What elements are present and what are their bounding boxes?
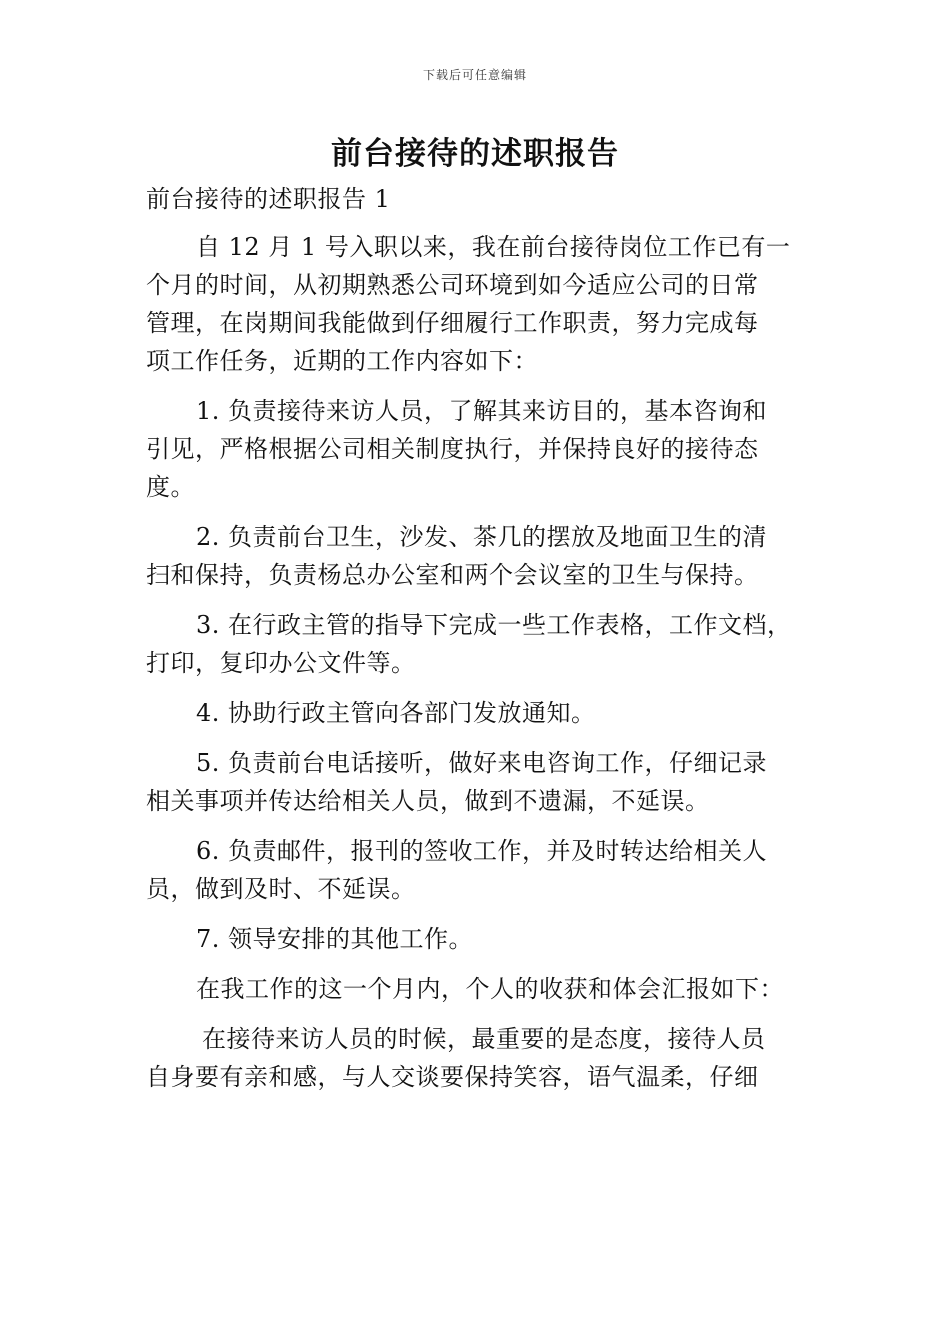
text-line: 1. 负责接待来访人员，了解其来访目的，基本咨询和: [196, 397, 768, 425]
text-line: 相关事项并传达给相关人员，做到不遗漏，不延误。: [146, 787, 710, 815]
text-line: 引见，严格根据公司相关制度执行，并保持良好的接待态: [146, 435, 759, 463]
text-line: 7. 领导安排的其他工作。: [196, 925, 474, 953]
text-line: 3. 在行政主管的指导下完成一些工作表格，工作文档，: [196, 611, 792, 639]
list-item: [146, 518, 818, 594]
paragraph-intro: [146, 228, 818, 380]
text-line: 度。: [146, 473, 195, 501]
paragraph-reception: [146, 1020, 818, 1096]
text-line: 4. 协助行政主管向各部门发放通知。: [196, 699, 596, 727]
text-line: 6. 负责邮件，报刊的签收工作，并及时转达给相关人: [196, 837, 768, 865]
text-line: 5. 负责前台电话接听，做好来电咨询工作，仔细记录: [196, 749, 768, 777]
list-item: [146, 744, 818, 820]
text-line: 管理，在岗期间我能做到仔细履行工作职责，努力完成每: [146, 309, 759, 337]
section-heading: 前台接待的述职报告 1: [146, 185, 391, 213]
text-line: 个月的时间，从初期熟悉公司环境到如今适应公司的日常: [146, 271, 759, 299]
text-line: 打印，复印办公文件等。: [146, 649, 416, 677]
list-item: [146, 694, 818, 732]
page-title: 前台接待的述职报告: [331, 136, 619, 172]
text-line: 员，做到及时、不延误。: [146, 875, 416, 903]
list-item: [146, 392, 818, 506]
header-note: 下载后可任意编辑: [422, 68, 527, 82]
text-line: 2. 负责前台卫生，沙发、茶几的摆放及地面卫生的清: [196, 523, 768, 551]
text-line: 在接待来访人员的时候，最重要的是态度，接待人员: [202, 1025, 766, 1053]
paragraph-summary: [146, 970, 818, 1008]
list-item: [146, 920, 818, 958]
text-line: 在我工作的这一个月内，个人的收获和体会汇报如下：: [196, 975, 784, 1003]
text-line: 项工作任务，近期的工作内容如下：: [146, 347, 538, 375]
list-item: [146, 832, 818, 908]
list-item: [146, 606, 818, 682]
document-body: [146, 180, 818, 1096]
text-line: 自 12 月 1 号入职以来，我在前台接待岗位工作已有一: [196, 233, 791, 261]
text-line: 自身要有亲和感，与人交谈要保持笑容，语气温柔，仔细: [146, 1063, 759, 1091]
text-line: 扫和保持，负责杨总办公室和两个会议室的卫生与保持。: [146, 561, 759, 589]
